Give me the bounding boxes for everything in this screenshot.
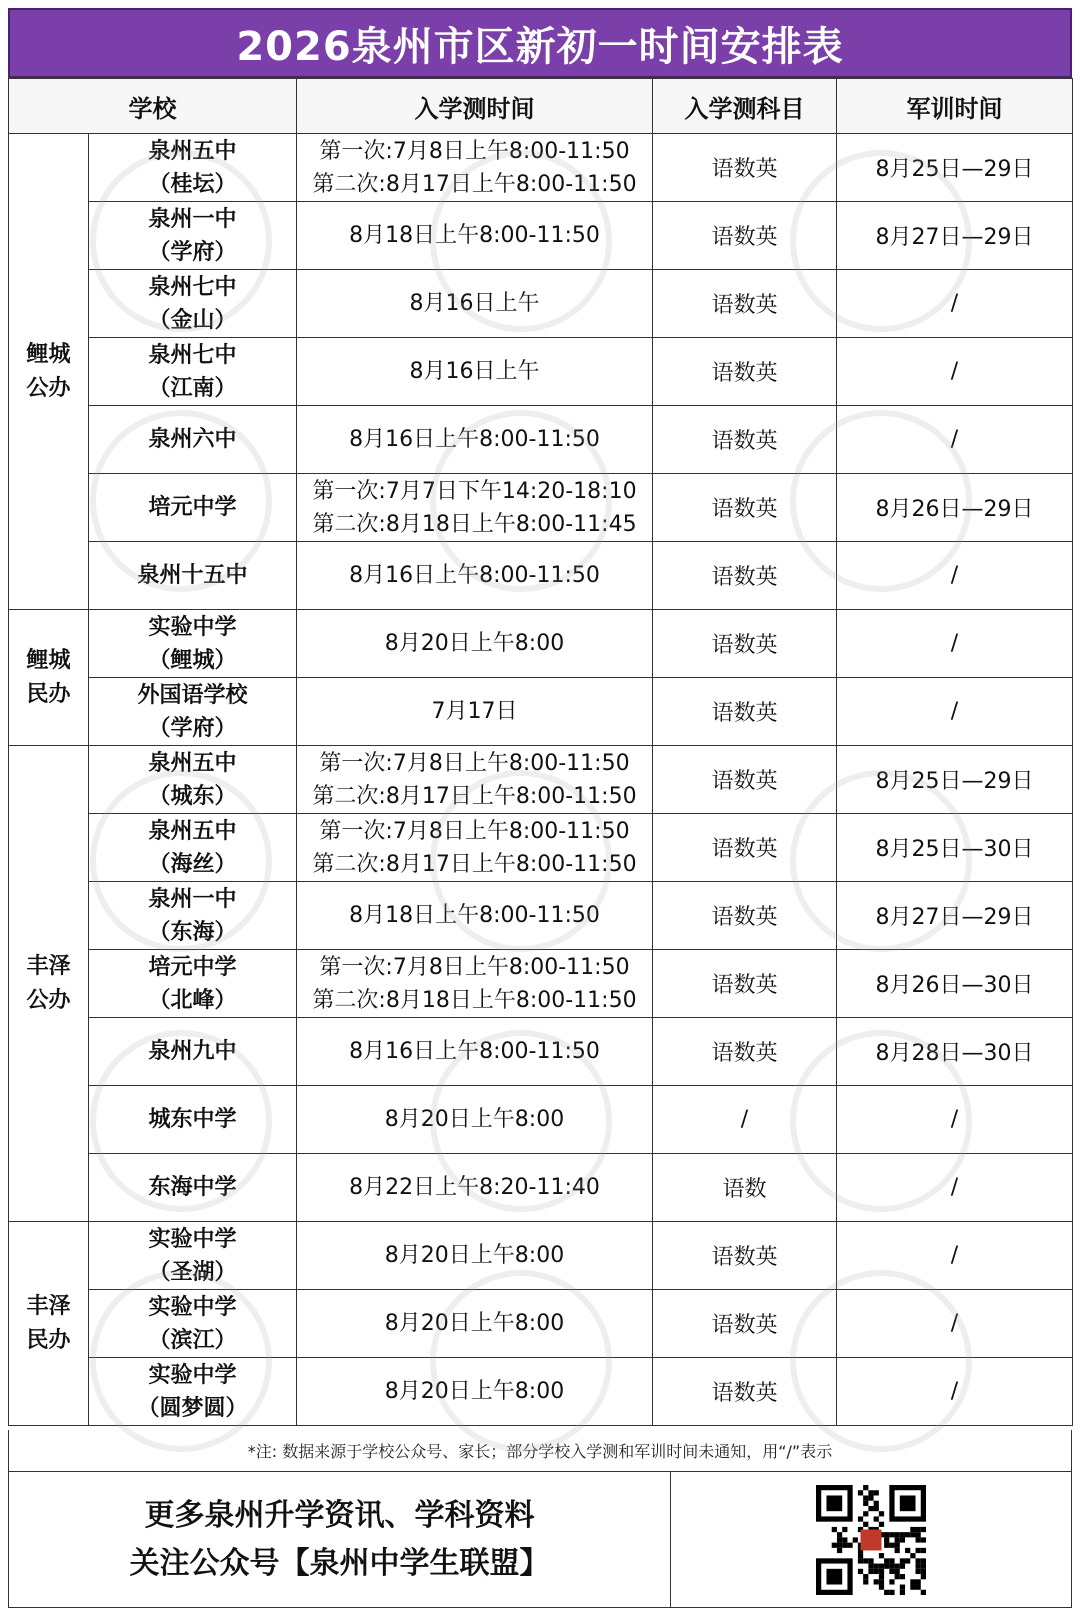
test-subjects: 语数英: [653, 202, 837, 270]
test-subjects: 语数英: [653, 746, 837, 814]
table-row: [9, 814, 1073, 882]
school-name: [89, 134, 297, 202]
table-row: [9, 746, 1073, 814]
school-name: [89, 406, 297, 474]
school-line: 泉州六中: [148, 427, 237, 452]
military-training-time: /: [837, 1154, 1073, 1222]
school-name: [89, 1222, 297, 1290]
school-line: 城东中学: [148, 1107, 237, 1132]
school-line: 培元中学: [148, 495, 237, 520]
test-time-line: 8月20日上午8:00: [384, 631, 565, 656]
school-name: [89, 882, 297, 950]
test-time-line: 8月16日上午8:00-11:50: [349, 1039, 600, 1064]
military-training-time: 8月26日—30日: [837, 950, 1073, 1018]
school-line: （北峰）: [148, 987, 237, 1013]
header-test-time: 入学测时间: [297, 79, 653, 134]
test-subjects: 语数英: [653, 678, 837, 746]
qr-code-area[interactable]: [671, 1472, 1071, 1607]
military-training-time: 8月25日—30日: [837, 814, 1073, 882]
test-subjects: 语数英: [653, 950, 837, 1018]
test-subjects: 语数英: [653, 1222, 837, 1290]
test-time-line: 第二次:8月17日上午8:00-11:50: [312, 851, 637, 877]
school-line: 泉州十五中: [137, 563, 248, 588]
school-line: （金山）: [148, 307, 237, 333]
school-line: （城东）: [148, 783, 237, 809]
test-time-line: 8月16日上午8:00-11:50: [349, 563, 600, 588]
table-row: [9, 406, 1073, 474]
test-subjects: 语数: [653, 1154, 837, 1222]
school-name: [89, 678, 297, 746]
table-row: [9, 542, 1073, 610]
school-name: [89, 1290, 297, 1358]
test-subjects: 语数英: [653, 610, 837, 678]
header-school: 学校: [9, 79, 297, 134]
test-subjects: 语数英: [653, 1290, 837, 1358]
school-name: [89, 1358, 297, 1426]
test-time-line: 8月16日上午8:00-11:50: [349, 427, 600, 452]
table-row: [9, 474, 1073, 542]
school-line: 实验中学: [148, 614, 237, 640]
school-line: （海丝）: [148, 851, 237, 877]
school-name: [89, 610, 297, 678]
school-name: [89, 1086, 297, 1154]
school-name: [89, 270, 297, 338]
table-row: [9, 202, 1073, 270]
table-row: [9, 678, 1073, 746]
test-time-line: 7月17日: [431, 699, 518, 724]
school-line: （圆梦圆）: [137, 1395, 248, 1421]
district-line: 公办: [26, 987, 71, 1013]
test-time-line: 第一次:7月8日上午8:00-11:50: [319, 818, 630, 844]
test-time-line: 第二次:8月18日上午8:00-11:50: [312, 987, 637, 1013]
military-training-time: 8月27日—29日: [837, 882, 1073, 950]
test-subjects: 语数英: [653, 134, 837, 202]
test-time: [297, 1154, 653, 1222]
footer: [8, 1472, 1072, 1608]
district-group-label: [9, 134, 89, 610]
test-time-line: 8月20日上午8:00: [384, 1379, 565, 1404]
school-line: （圣湖）: [148, 1259, 237, 1285]
test-subjects: 语数英: [653, 882, 837, 950]
school-line: （学府）: [148, 715, 237, 741]
military-training-time: 8月25日—29日: [837, 746, 1073, 814]
page-title: 2026泉州市区新初一时间安排表: [8, 8, 1072, 78]
school-line: 泉州五中: [148, 750, 237, 776]
school-line: 实验中学: [148, 1362, 237, 1388]
district-line: 丰泽: [26, 953, 71, 979]
military-training-time: 8月27日—29日: [837, 202, 1073, 270]
test-time-line: 8月20日上午8:00: [384, 1107, 565, 1132]
school-name: [89, 474, 297, 542]
test-time: [297, 882, 653, 950]
test-subjects: 语数英: [653, 270, 837, 338]
qr-code-icon[interactable]: [816, 1485, 926, 1595]
schedule-table: [8, 78, 1073, 1426]
school-line: 泉州一中: [148, 206, 237, 232]
military-training-time: 8月25日—29日: [837, 134, 1073, 202]
table-row: [9, 1154, 1073, 1222]
test-time: [297, 1086, 653, 1154]
military-training-time: /: [837, 1222, 1073, 1290]
table-row: [9, 338, 1073, 406]
school-name: [89, 338, 297, 406]
school-name: [89, 202, 297, 270]
school-line: 培元中学: [148, 954, 237, 980]
table-row: [9, 610, 1073, 678]
test-time: [297, 1358, 653, 1426]
header-military-time: 军训时间: [837, 79, 1073, 134]
school-name: [89, 746, 297, 814]
test-time-line: 第一次:7月8日上午8:00-11:50: [319, 750, 630, 776]
test-time-line: 8月16日上午: [409, 291, 540, 316]
military-training-time: /: [837, 678, 1073, 746]
test-time-line: 第一次:7月8日上午8:00-11:50: [319, 138, 630, 164]
test-time: [297, 474, 653, 542]
table-row: [9, 1222, 1073, 1290]
military-training-time: /: [837, 1358, 1073, 1426]
military-training-time: 8月26日—29日: [837, 474, 1073, 542]
schedule-body: [9, 134, 1073, 1426]
school-line: 东海中学: [148, 1175, 237, 1200]
school-name: [89, 1154, 297, 1222]
table-row: [9, 1290, 1073, 1358]
school-line: 实验中学: [148, 1226, 237, 1252]
school-line: 泉州九中: [148, 1039, 237, 1064]
district-group-label: [9, 1222, 89, 1426]
test-time: [297, 678, 653, 746]
test-time: [297, 542, 653, 610]
school-line: （学府）: [148, 239, 237, 265]
table-row: [9, 882, 1073, 950]
test-subjects: 语数英: [653, 1358, 837, 1426]
district-line: 鲤城: [26, 647, 71, 673]
test-time: [297, 950, 653, 1018]
school-name: [89, 950, 297, 1018]
test-subjects: 语数英: [653, 406, 837, 474]
test-time: [297, 1018, 653, 1086]
table-row: [9, 1018, 1073, 1086]
header-subjects: 入学测科目: [653, 79, 837, 134]
test-subjects: /: [653, 1086, 837, 1154]
school-line: 泉州七中: [148, 274, 237, 300]
test-subjects: 语数英: [653, 814, 837, 882]
district-line: 民办: [26, 1327, 71, 1353]
test-time: [297, 610, 653, 678]
school-line: 泉州一中: [148, 886, 237, 912]
military-training-time: /: [837, 406, 1073, 474]
district-line: 丰泽: [26, 1293, 71, 1319]
test-time-line: 8月20日上午8:00: [384, 1243, 565, 1268]
district-line: 公办: [26, 375, 71, 401]
test-time: [297, 1222, 653, 1290]
district-group-label: [9, 746, 89, 1222]
table-header-row: [9, 79, 1073, 134]
school-line: （桂坛）: [148, 171, 237, 197]
test-time: [297, 406, 653, 474]
school-line: 泉州五中: [148, 818, 237, 844]
table-row: [9, 270, 1073, 338]
military-training-time: 8月28日—30日: [837, 1018, 1073, 1086]
school-line: 外国语学校: [137, 682, 248, 708]
test-time-line: 8月22日上午8:20-11:40: [349, 1175, 600, 1200]
test-time: [297, 338, 653, 406]
military-training-time: /: [837, 338, 1073, 406]
test-time: [297, 814, 653, 882]
school-line: （鲤城）: [148, 647, 237, 673]
test-subjects: 语数英: [653, 474, 837, 542]
test-time: [297, 746, 653, 814]
table-row: [9, 1086, 1073, 1154]
school-line: （江南）: [148, 375, 237, 401]
military-training-time: /: [837, 1290, 1073, 1358]
test-time: [297, 202, 653, 270]
test-time-line: 第一次:7月8日上午8:00-11:50: [319, 954, 630, 980]
school-line: （东海）: [148, 919, 237, 945]
military-training-time: /: [837, 610, 1073, 678]
table-row: [9, 134, 1073, 202]
military-training-time: /: [837, 542, 1073, 610]
test-time-line: 第二次:8月18日上午8:00-11:45: [312, 511, 637, 537]
table-row: [9, 950, 1073, 1018]
district-line: 民办: [26, 681, 71, 707]
test-time: [297, 270, 653, 338]
school-name: [89, 814, 297, 882]
school-line: 泉州七中: [148, 342, 237, 368]
test-time-line: 第一次:7月7日下午14:20-18:10: [312, 478, 637, 504]
test-time: [297, 1290, 653, 1358]
footer-line-1: 更多泉州升学资讯、学科资料: [144, 1497, 535, 1533]
school-name: [89, 1018, 297, 1086]
test-time-line: 8月18日上午8:00-11:50: [349, 223, 600, 248]
school-line: 实验中学: [148, 1294, 237, 1320]
test-time-line: 8月16日上午: [409, 359, 540, 384]
test-time-line: 8月18日上午8:00-11:50: [349, 903, 600, 928]
school-line: 泉州五中: [148, 138, 237, 164]
test-time-line: 第二次:8月17日上午8:00-11:50: [312, 783, 637, 809]
military-training-time: /: [837, 1086, 1073, 1154]
district-group-label: [9, 610, 89, 746]
military-training-time: /: [837, 270, 1073, 338]
test-subjects: 语数英: [653, 1018, 837, 1086]
table-row: [9, 1358, 1073, 1426]
test-time: [297, 134, 653, 202]
footnote: *注: 数据来源于学校公众号、家长；部分学校入学测和军训时间未通知，用“/”表示: [8, 1430, 1072, 1472]
school-name: [89, 542, 297, 610]
footer-promo: [9, 1472, 671, 1607]
district-line: 鲤城: [26, 341, 71, 367]
school-line: （滨江）: [148, 1327, 237, 1353]
footer-line-2: 关注公众号【泉州中学生联盟】: [129, 1545, 550, 1581]
test-time-line: 第二次:8月17日上午8:00-11:50: [312, 171, 637, 197]
test-subjects: 语数英: [653, 542, 837, 610]
test-time-line: 8月20日上午8:00: [384, 1311, 565, 1336]
test-subjects: 语数英: [653, 338, 837, 406]
